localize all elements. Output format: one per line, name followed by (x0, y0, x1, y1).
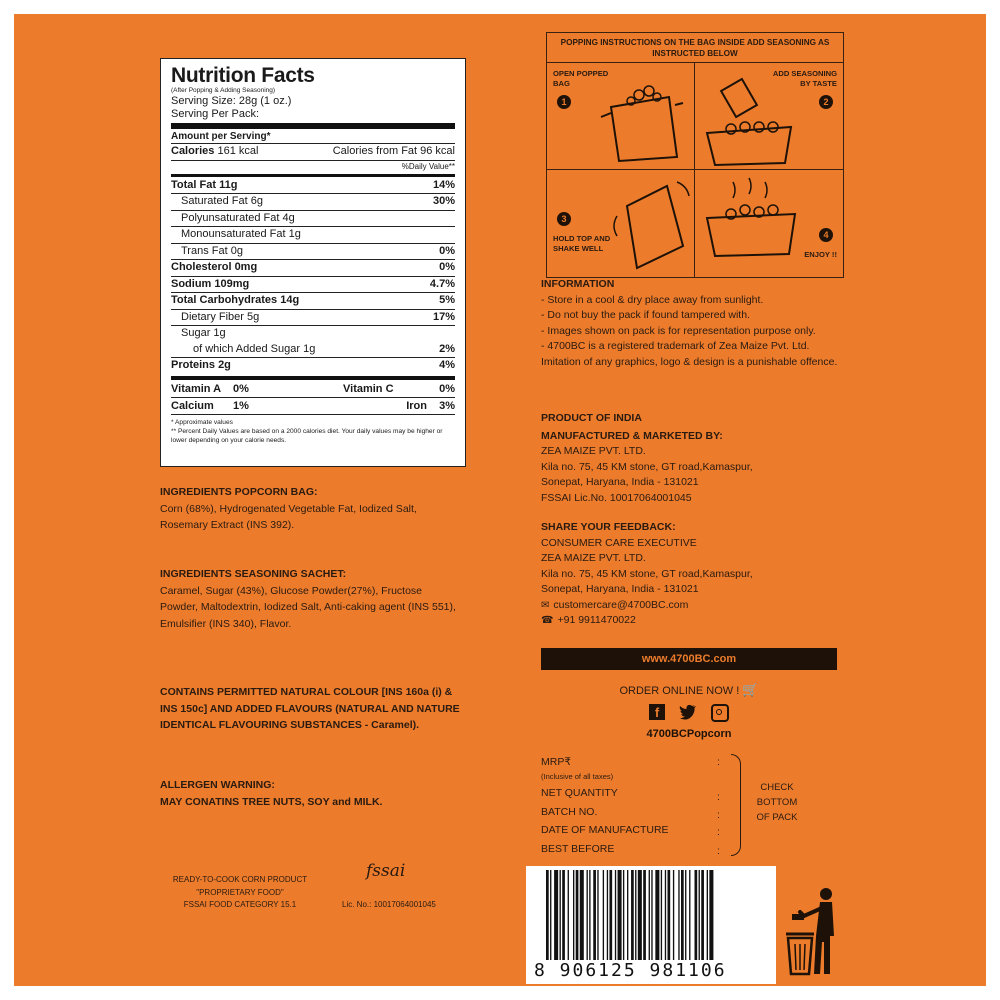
nutrition-subtitle: (After Popping & Adding Seasoning) (171, 87, 276, 94)
ingredients-bag-text: Corn (68%), Hydrogenated Vegetable Fat, Iodized Salt, Rosemary Extract (INS 392). (160, 502, 417, 531)
nutrient-label: Polyunsaturated Fat 4g (181, 211, 295, 224)
allergen-text: MAY CONATINS TREE NUTS, SOY and MILK. (160, 795, 383, 808)
nutrient-label: Cholesterol 0mg (171, 261, 258, 273)
order-online-text: ORDER ONLINE NOW ! (619, 685, 740, 697)
nutrient-row (171, 178, 455, 194)
social-handle: 4700BCPopcorn (646, 728, 732, 740)
step-1 (547, 63, 695, 170)
website-banner[interactable]: www.4700BC.com (541, 648, 837, 670)
information-section (541, 277, 841, 370)
step-4 (695, 170, 843, 277)
manufacturer-section (541, 411, 841, 506)
serving-size: Serving Size: 28g (1 oz.) (171, 95, 292, 107)
phone-icon: ☎ (541, 615, 554, 626)
nutrient-label: Saturated Fat 6g (181, 195, 263, 207)
nutrient-label: Dietary Fiber 5g (181, 310, 260, 323)
nutrient-row (171, 325, 455, 342)
net-quantity-label: NET QUANTITY (541, 787, 618, 799)
calories-value: 161 kcal (217, 145, 259, 157)
step-2 (695, 63, 843, 170)
barcode-panel (526, 866, 776, 984)
nutrient-value: 14% (432, 178, 455, 191)
batch-label: BATCH NO. (541, 806, 598, 818)
divider (171, 174, 455, 177)
nutrient-label: Sodium 109mg (171, 277, 250, 290)
nutrient-label: Total Carbohydrates 14g (171, 294, 300, 306)
nutrition-facts-panel (160, 58, 466, 467)
email[interactable]: customercare@4700BC.com (553, 598, 689, 611)
mineral-row (171, 397, 455, 414)
iron-label: Iron (406, 399, 427, 412)
dispose-responsibly-icon (786, 886, 844, 978)
step-4-number: 4 (819, 228, 833, 242)
barcode-bars (526, 870, 776, 962)
nutrient-row (171, 210, 455, 227)
mfg-date-label: DATE OF MANUFACTURE (541, 824, 669, 836)
nutrient-row (171, 357, 455, 374)
feedback-line: Kila no. 75, 45 KM stone, GT road,Kamaspur, (541, 567, 753, 580)
vitamin-c-value: 0% (439, 382, 455, 395)
ingredients-bag-title: INGREDIENTS POPCORN BAG: (160, 486, 318, 498)
nutrient-row (171, 309, 455, 326)
colon: : (717, 809, 720, 821)
best-before-label: BEST BEFORE (541, 843, 615, 855)
divider (171, 376, 455, 380)
fssai-logo: fssai (366, 861, 406, 881)
mrp-inclusive: (Inclusive of all taxes) (541, 772, 614, 781)
info-item: - 4700BC is a registered trademark of Zea Maize Pvt. Ltd. Imitation of any graphics, logo & design is a punishable offence. (541, 340, 838, 368)
origin: PRODUCT OF INDIA (541, 412, 642, 424)
info-item: - Do not buy the pack if found tampered with. (541, 309, 750, 321)
mrp-block (541, 754, 841, 860)
feedback-line: ZEA MAIZE PVT. LTD. (541, 552, 646, 564)
product-category (160, 874, 320, 912)
nutrient-label: Total Fat 11g (171, 178, 238, 191)
step-1-number: 1 (557, 95, 571, 109)
footnote-daily-values: ** Percent Daily Values are based on a 2000 calories diet. Your daily values may be higher or lower depending on your calorie needs. (171, 427, 443, 444)
enjoy-popcorn-icon (703, 174, 803, 270)
nutrient-row (171, 243, 455, 260)
facebook-icon[interactable]: f (649, 704, 665, 720)
information-title: INFORMATION (541, 278, 615, 290)
pack-back-panel (14, 14, 986, 986)
product-line-1: READY-TO-COOK CORN PRODUCT (172, 875, 308, 884)
colon: : (717, 845, 720, 857)
nutrient-value: 5% (439, 294, 455, 306)
popping-instructions (546, 32, 844, 278)
allergen-title: ALLERGEN WARNING: (160, 779, 275, 791)
email-row (541, 598, 841, 614)
step-2-number: 2 (819, 95, 833, 109)
shake-bag-icon (607, 176, 691, 272)
vitamin-c-label: Vitamin C (343, 382, 394, 395)
daily-value-header: %Daily Value** (171, 160, 455, 173)
step-3 (547, 170, 695, 277)
nutrient-row (171, 226, 455, 243)
colon: : (717, 791, 720, 803)
bracket (731, 754, 741, 856)
nutrient-row (171, 259, 455, 276)
ingredients-bag (160, 484, 460, 534)
instructions-header: POPPING INSTRUCTIONS ON THE BAG INSIDE ADD SEASONING AS INSTRUCTED BELOW (547, 33, 843, 63)
nutrient-label: of which Added Sugar 1g (193, 342, 316, 355)
step-1-text: OPEN POPPED BAG (553, 69, 609, 88)
ingredients-sachet (160, 566, 460, 632)
ingredients-sachet-title: INGREDIENTS SEASONING SACHET: (160, 568, 347, 580)
info-item: - Images shown on pack is for representation purpose only. (541, 324, 816, 337)
footnote-approx: * Approximate values (171, 418, 233, 426)
nutrition-title: Nutrition Facts (171, 64, 315, 87)
calcium-label: Calcium (171, 399, 214, 412)
iron-value: 3% (439, 399, 455, 412)
colour-statement: CONTAINS PERMITTED NATURAL COLOUR [INS 160a (i) & INS 150c] AND ADDED FLAVOURS (NATURAL AND NATURE IDENTICAL FLAVOURING SUBSTANCES - Caramel). (160, 686, 460, 731)
calories-row (171, 143, 455, 160)
calories-label: Calories (171, 145, 215, 157)
social-icons (631, 704, 747, 722)
order-online[interactable] (541, 682, 837, 698)
vitamin-row (171, 381, 455, 397)
nutrient-value: 30% (432, 195, 455, 207)
feedback-section (541, 520, 841, 629)
mail-icon: ✉ (541, 599, 550, 611)
nutrient-row (171, 276, 455, 293)
info-item: - Store in a cool & dry place away from sunlight. (541, 293, 764, 306)
barcode-number: 8 906125 981106 (534, 960, 727, 981)
nutrient-value: 17% (432, 310, 455, 323)
manufacturer-line: Sonepat, Haryana, India - 131021 (541, 476, 699, 488)
nutrient-value: 4.7% (429, 277, 455, 290)
add-seasoning-icon (701, 77, 801, 167)
vitamin-a-value: 0% (233, 382, 249, 395)
nutrient-value: 4% (439, 359, 455, 371)
manufacturer-line: FSSAI Lic.No. 10017064001045 (541, 491, 692, 504)
nutrient-value: 2% (439, 342, 455, 355)
instagram-icon[interactable] (711, 704, 729, 722)
manufacturer-line: Kila no. 75, 45 KM stone, GT road,Kamaspur, (541, 460, 753, 473)
nutrient-label: Sugar 1g (181, 327, 226, 339)
twitter-icon[interactable] (679, 704, 697, 720)
phone-row (541, 613, 841, 629)
nutrient-label: Monounsaturated Fat 1g (181, 228, 301, 240)
colon: : (717, 826, 720, 838)
vitamin-a-label: Vitamin A (171, 382, 222, 395)
phone[interactable]: +91 9911470022 (557, 614, 636, 626)
ingredients-sachet-text: Caramel, Sugar (43%), Glucose Powder(27%), Fructose Powder, Maltodextrin, Iodized Salt, Anti-caking agent (INS 551), Emulsifier (INS 340), Flavor. (160, 584, 456, 630)
colon: : (717, 756, 720, 768)
step-2-text: ADD SEASONING BY TASTE (772, 69, 837, 88)
nutrient-label: Trans Fat 0g (181, 244, 243, 257)
step-3-text: HOLD TOP AND SHAKE WELL (553, 234, 611, 253)
product-line-3: FSSAI FOOD CATEGORY 15.1 (183, 900, 297, 909)
feedback-line: CONSUMER CARE EXECUTIVE (541, 536, 697, 549)
manufacturer-title: MANUFACTURED & MARKETED BY: (541, 429, 723, 442)
feedback-title: SHARE YOUR FEEDBACK: (541, 521, 676, 533)
step-4-text: ENJOY !! (804, 250, 837, 259)
cart-icon: 🛒 (742, 682, 759, 697)
product-line-2: "PROPRIETARY FOOD" (196, 887, 284, 897)
check-bottom-note: CHECK BOTTOM OF PACK (756, 782, 798, 823)
step-3-number: 3 (557, 212, 571, 226)
fssai-license: Lic. No.: 10017064001045 (342, 900, 436, 909)
manufacturer-line: ZEA MAIZE PVT. LTD. (541, 445, 646, 457)
nutrient-value: 0% (439, 244, 455, 257)
nutrient-value: 0% (439, 261, 455, 273)
divider (171, 123, 455, 129)
mrp-label: MRP₹ (541, 756, 572, 768)
calories-from-fat: Calories from Fat 96 kcal (332, 145, 455, 157)
serving-per-pack: Serving Per Pack: (171, 108, 260, 120)
nutrient-label: Proteins 2g (171, 359, 231, 371)
nutrient-row (171, 342, 455, 358)
open-bag-icon (599, 77, 689, 163)
amount-per-serving: Amount per Serving* (171, 131, 271, 142)
allergen-warning (160, 777, 460, 810)
feedback-line: Sonepat, Haryana, India - 131021 (541, 583, 699, 595)
nutrient-row (171, 292, 455, 309)
calcium-value: 1% (233, 399, 249, 412)
nutrient-row (171, 193, 455, 210)
